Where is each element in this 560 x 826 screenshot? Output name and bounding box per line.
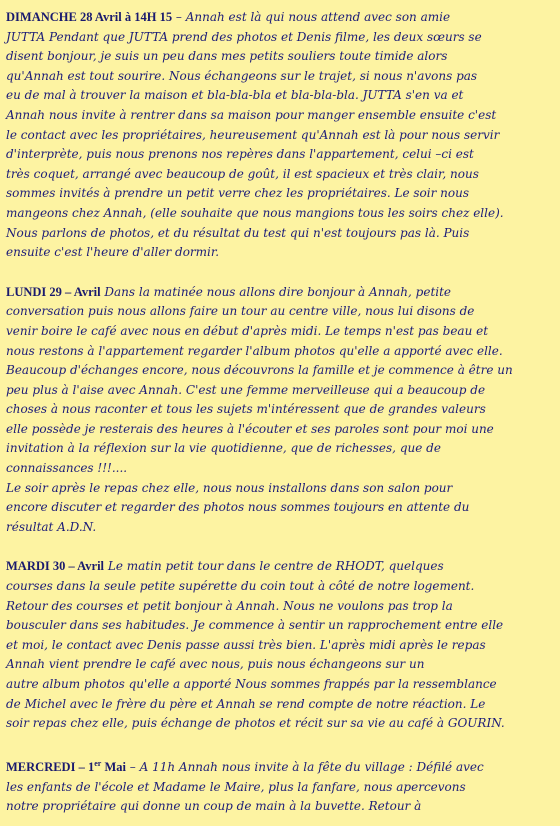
entry-text-line: invitation à la réflexion sur la vie quotidienne, que de richesses, que de bbox=[6, 441, 441, 456]
entry-text-line: Retour des courses et petit bonjour à Annah. Nous ne voulons pas trop la bbox=[6, 598, 453, 613]
entry-monday bbox=[6, 283, 546, 538]
entry-text-line: qu'Annah est tout sourire. Nous échangeons sur le trajet, si nous n'avons pas bbox=[6, 68, 478, 83]
entry-first-line bbox=[6, 754, 546, 778]
entry-text-line: choses à nous raconter et tous les sujets m'intéressent que de grandes valeurs bbox=[6, 402, 486, 417]
entry-text-line: peu plus à l'aise avec Annah. C'est une femme merveilleuse qui a beaucoup de bbox=[6, 382, 486, 397]
date-ordinal-suffix: er bbox=[94, 758, 102, 768]
entry-date-month: Mai bbox=[101, 759, 126, 774]
date-separator: – bbox=[125, 759, 140, 774]
entry-text-line: et moi, le contact avec Denis passe aussi très bien. L'après midi après le repas bbox=[6, 637, 486, 652]
entry-text-line: Nous parlons de photos, et du résultat du test qui n'est toujours pas là. Puis bbox=[6, 225, 470, 240]
entry-text-line: sommes invités à prendre un petit verre chez les propriétaires. Le soir nous bbox=[6, 186, 470, 201]
entry-text-line: les enfants de l'école et Madame le Maire, plus la fanfare, nous apercevons bbox=[6, 779, 466, 794]
entry-tuesday bbox=[6, 557, 546, 733]
entry-text-line: nous restons à l'appartement regarder l'album photos qu'elle a apporté avec elle. bbox=[6, 343, 503, 358]
entry-date: DIMANCHE 28 Avril à 14H 15 bbox=[6, 10, 173, 24]
entry-date-text: MERCREDI – 1 bbox=[6, 759, 95, 774]
entry-text-line: Dans la matinée nous allons dire bonjour à Annah, petite bbox=[104, 284, 452, 299]
entry-text-line: bousculer dans ses habitudes. Je commence à sentir un rapprochement entre elle bbox=[6, 618, 504, 633]
entry-date bbox=[6, 760, 126, 774]
entry-text-line: courses dans la seule petite supérette du coin tout à côté de notre logement. bbox=[6, 579, 475, 594]
entry-text-line: très coquet, arrangé avec beaucoup de goût, il est spacieux et très clair, nous bbox=[6, 166, 479, 181]
entry-first-line bbox=[6, 283, 546, 303]
entry-text-line: ensuite c'est l'heure d'aller dormir. bbox=[6, 245, 220, 260]
entry-text-line: mangeons chez Annah, (elle souhaite que nous mangions tous les soirs chez elle). bbox=[6, 205, 504, 220]
entry-text-line: disent bonjour, je suis un peu dans mes petits souliers toute timide alors bbox=[6, 49, 448, 64]
entry-text-line: JUTTA Pendant que JUTTA prend des photos et Denis filme, les deux sœurs se bbox=[6, 29, 482, 44]
entry-first-line bbox=[6, 557, 546, 577]
entry-text-line: connaissances !!!.... bbox=[6, 461, 128, 476]
entry-text-line: notre propriétaire qui donne un coup de main à la buvette. Retour à bbox=[6, 799, 422, 814]
entry-date: MARDI 30 – Avril bbox=[6, 559, 105, 574]
entry-text-line: Annah vient prendre le café avec nous, puis nous échangeons sur un bbox=[6, 657, 425, 672]
entry-text-line: A 11h Annah nous invite à la fête du village : Défilé avec bbox=[139, 759, 484, 774]
entry-text-line: d'interprète, puis nous prenons nos repères dans l'appartement, celui –ci est bbox=[6, 147, 474, 162]
entry-text-line: elle possède je resterais des heures à l'écouter et ses paroles sont pour moi une bbox=[6, 421, 494, 436]
entry-text-line: autre album photos qu'elle a apporté Nous sommes frappés par la ressemblance bbox=[6, 677, 497, 691]
entry-text-line: Annah est là qui nous attend avec son amie bbox=[185, 10, 451, 24]
entry-text-line: soir repas chez elle, puis échange de photos et récit sur sa vie au café à GOURIN. bbox=[6, 716, 505, 731]
entry-first-line bbox=[6, 8, 546, 28]
entry-text-line: conversation puis nous allons faire un tour au centre ville, nous lui disons de bbox=[6, 304, 475, 319]
entry-text-line: résultat A.D.N. bbox=[6, 519, 97, 534]
entry-text-line: Le matin petit tour dans le centre de RHODT, quelques bbox=[107, 559, 444, 574]
entry-text-line: de Michel avec le frère du père et Annah se rend compte de notre réaction. Le bbox=[6, 696, 486, 711]
entry-text-line: venir boire le café avec nous en début d'après midi. Le temps n'est pas beau et bbox=[6, 323, 489, 338]
entry-date: LUNDI 29 – Avril bbox=[6, 284, 101, 299]
entry-text-line: Le soir après le repas chez elle, nous nous installons dans son salon pour bbox=[6, 480, 453, 495]
entry-sunday bbox=[6, 8, 546, 263]
entry-text-line: le contact avec les propriétaires, heureusement qu'Annah est là pour nous servir bbox=[6, 127, 500, 142]
entry-wednesday bbox=[6, 754, 546, 817]
entry-text-line: Beaucoup d'échanges encore, nous découvrons la famille et je commence à être un bbox=[6, 363, 513, 378]
entry-text-line: eu de mal à trouver la maison et bla-bla-bla et bla-bla-bla. JUTTA s'en va et bbox=[6, 88, 464, 103]
entry-text-line: Annah nous invite à rentrer dans sa maison pour manger ensemble ensuite c'est bbox=[6, 107, 497, 122]
entry-text-line: encore discuter et regarder des photos nous sommes toujours en attente du bbox=[6, 500, 470, 515]
date-separator: – bbox=[172, 10, 186, 24]
